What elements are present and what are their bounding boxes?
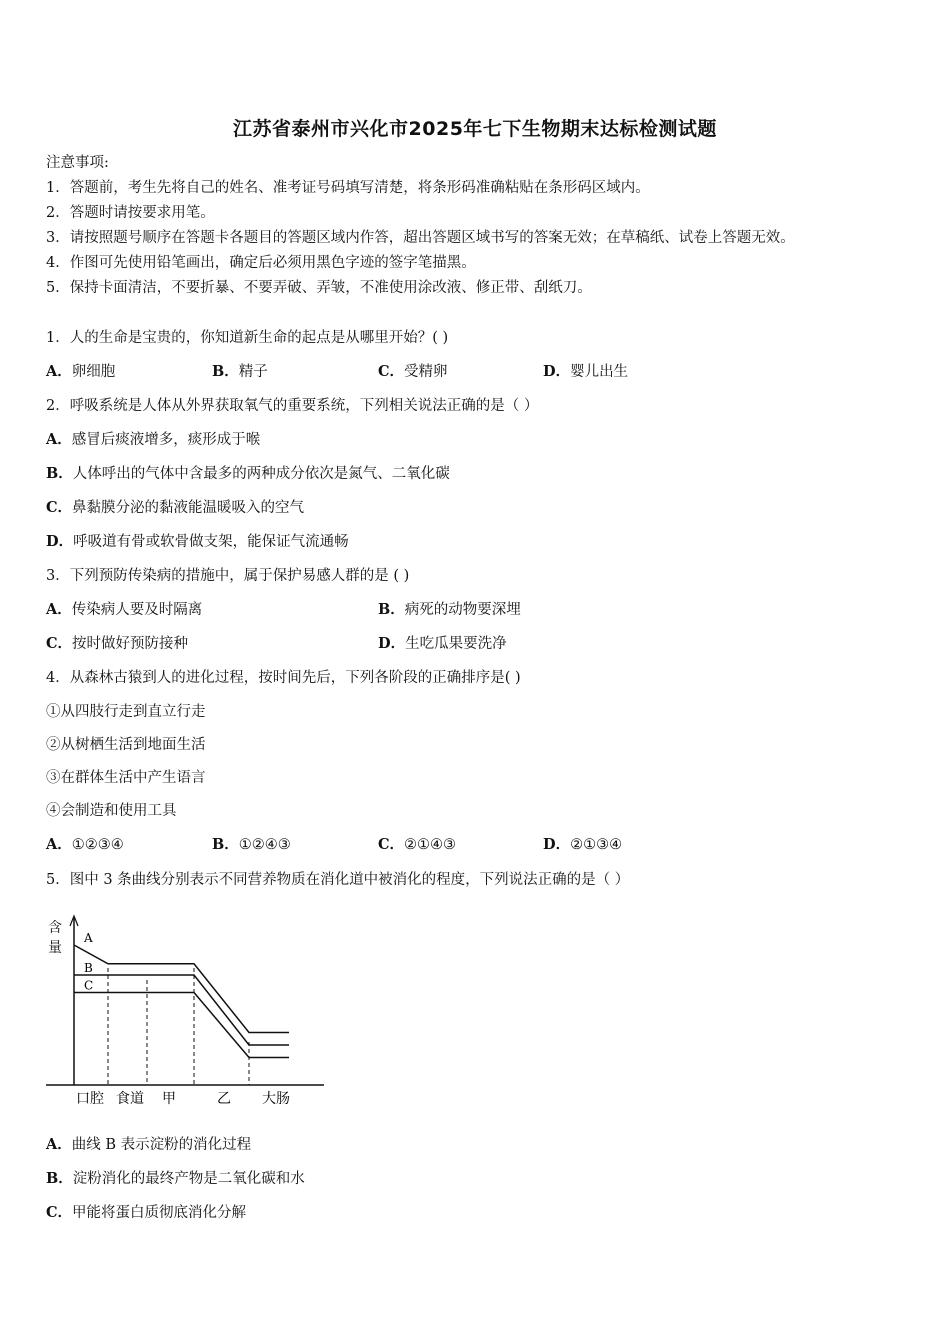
- question-3-stem: 3．下列预防传染病的措施中，属于保护易感人群的是 ( ): [46, 568, 410, 584]
- q2-option-c[interactable]: C．鼻黏膜分泌的黏液能温暖吸入的空气: [46, 499, 305, 516]
- q4-option-d[interactable]: D．②①③④: [543, 836, 623, 853]
- q4-item: ①从四肢行走到直立行走: [46, 704, 206, 720]
- q4-item: ③在群体生活中产生语言: [46, 770, 206, 786]
- q1-option-b[interactable]: B．精子: [212, 363, 268, 380]
- x-tick-label: 甲: [162, 1091, 176, 1107]
- q3-option-c[interactable]: C．按时做好预防接种: [46, 635, 189, 652]
- series-label-c: C: [84, 978, 94, 993]
- q4-item: ②从树栖生活到地面生活: [46, 737, 206, 753]
- notice-item: 3．请按照题号顺序在答题卡各题目的答题区域内作答，超出答题区域书写的答案无效；在草稿纸、试卷上答题无效。: [46, 230, 795, 246]
- q1-option-d[interactable]: D．婴儿出生: [543, 363, 629, 380]
- x-tick-label: 食道: [116, 1091, 144, 1107]
- x-tick-label: 大肠: [262, 1091, 290, 1107]
- notice-item: 4．作图可先使用铅笔画出，确定后必须用黑色字迹的签字笔描黑。: [46, 255, 476, 271]
- q4-option-b[interactable]: B．①②④③: [212, 836, 291, 853]
- notice-item: 5．保持卡面清洁，不要折暴、不要弄破、弄皱，不准使用涂改液、修正带、刮纸刀。: [46, 280, 592, 296]
- y-axis-label-1: 含: [48, 920, 62, 936]
- notice-item: 2．答题时请按要求用笔。: [46, 205, 215, 221]
- notice-item: 1．答题前，考生先将自己的姓名、准考证号码填写清楚，将条形码准确粘贴在条形码区域内。: [46, 180, 650, 196]
- q1-option-a[interactable]: A．卵细胞: [46, 363, 116, 380]
- q4-option-a[interactable]: A．①②③④: [46, 836, 124, 853]
- q5-option-b[interactable]: B．淀粉消化的最终产物是二氧化碳和水: [46, 1170, 305, 1187]
- series-line-a: [74, 945, 289, 1033]
- question-1-stem: 1．人的生命是宝贵的，你知道新生命的起点是从哪里开始？( ): [46, 330, 449, 346]
- notice-heading: 注意事项:: [46, 155, 109, 171]
- page-title: 江苏省泰州市兴化市2025年七下生物期末达标检测试题: [233, 118, 717, 140]
- q4-item: ④会制造和使用工具: [46, 803, 177, 819]
- digestion-chart: [44, 910, 334, 1115]
- series-line-c: [74, 993, 289, 1058]
- series-label-b: B: [84, 961, 93, 975]
- q3-option-d[interactable]: D．生吃瓜果要洗净: [378, 635, 507, 652]
- q3-option-b[interactable]: B．病死的动物要深埋: [378, 601, 521, 618]
- question-4-stem: 4．从森林古猿到人的进化过程，按时间先后，下列各阶段的正确排序是( ): [46, 670, 521, 686]
- q2-option-b[interactable]: B．人体呼出的气体中含最多的两种成分依次是氮气、二氧化碳: [46, 465, 450, 482]
- x-tick-label: 乙: [217, 1091, 231, 1107]
- q5-option-a[interactable]: A．曲线 B 表示淀粉的消化过程: [46, 1136, 252, 1153]
- q5-option-c[interactable]: C．甲能将蛋白质彻底消化分解: [46, 1204, 247, 1221]
- series-line-b: [74, 975, 289, 1045]
- x-tick-label: 口腔: [76, 1091, 104, 1107]
- q2-option-d[interactable]: D．呼吸道有骨或软骨做支架，能保证气流通畅: [46, 533, 349, 550]
- q2-option-a[interactable]: A．感冒后痰液增多，痰形成于喉: [46, 431, 261, 448]
- question-2-stem: 2．呼吸系统是人体从外界获取氧气的重要系统，下列相关说法正确的是（ ）: [46, 398, 539, 414]
- question-5-stem: 5．图中 3 条曲线分别表示不同营养物质在消化道中被消化的程度，下列说法正确的是（ ）: [46, 872, 630, 888]
- q3-option-a[interactable]: A．传染病人要及时隔离: [46, 601, 203, 618]
- q1-option-c[interactable]: C．受精卵: [378, 363, 448, 380]
- q4-option-c[interactable]: C．②①④③: [378, 836, 457, 853]
- y-axis-label-2: 量: [48, 940, 62, 956]
- series-label-a: A: [84, 931, 93, 945]
